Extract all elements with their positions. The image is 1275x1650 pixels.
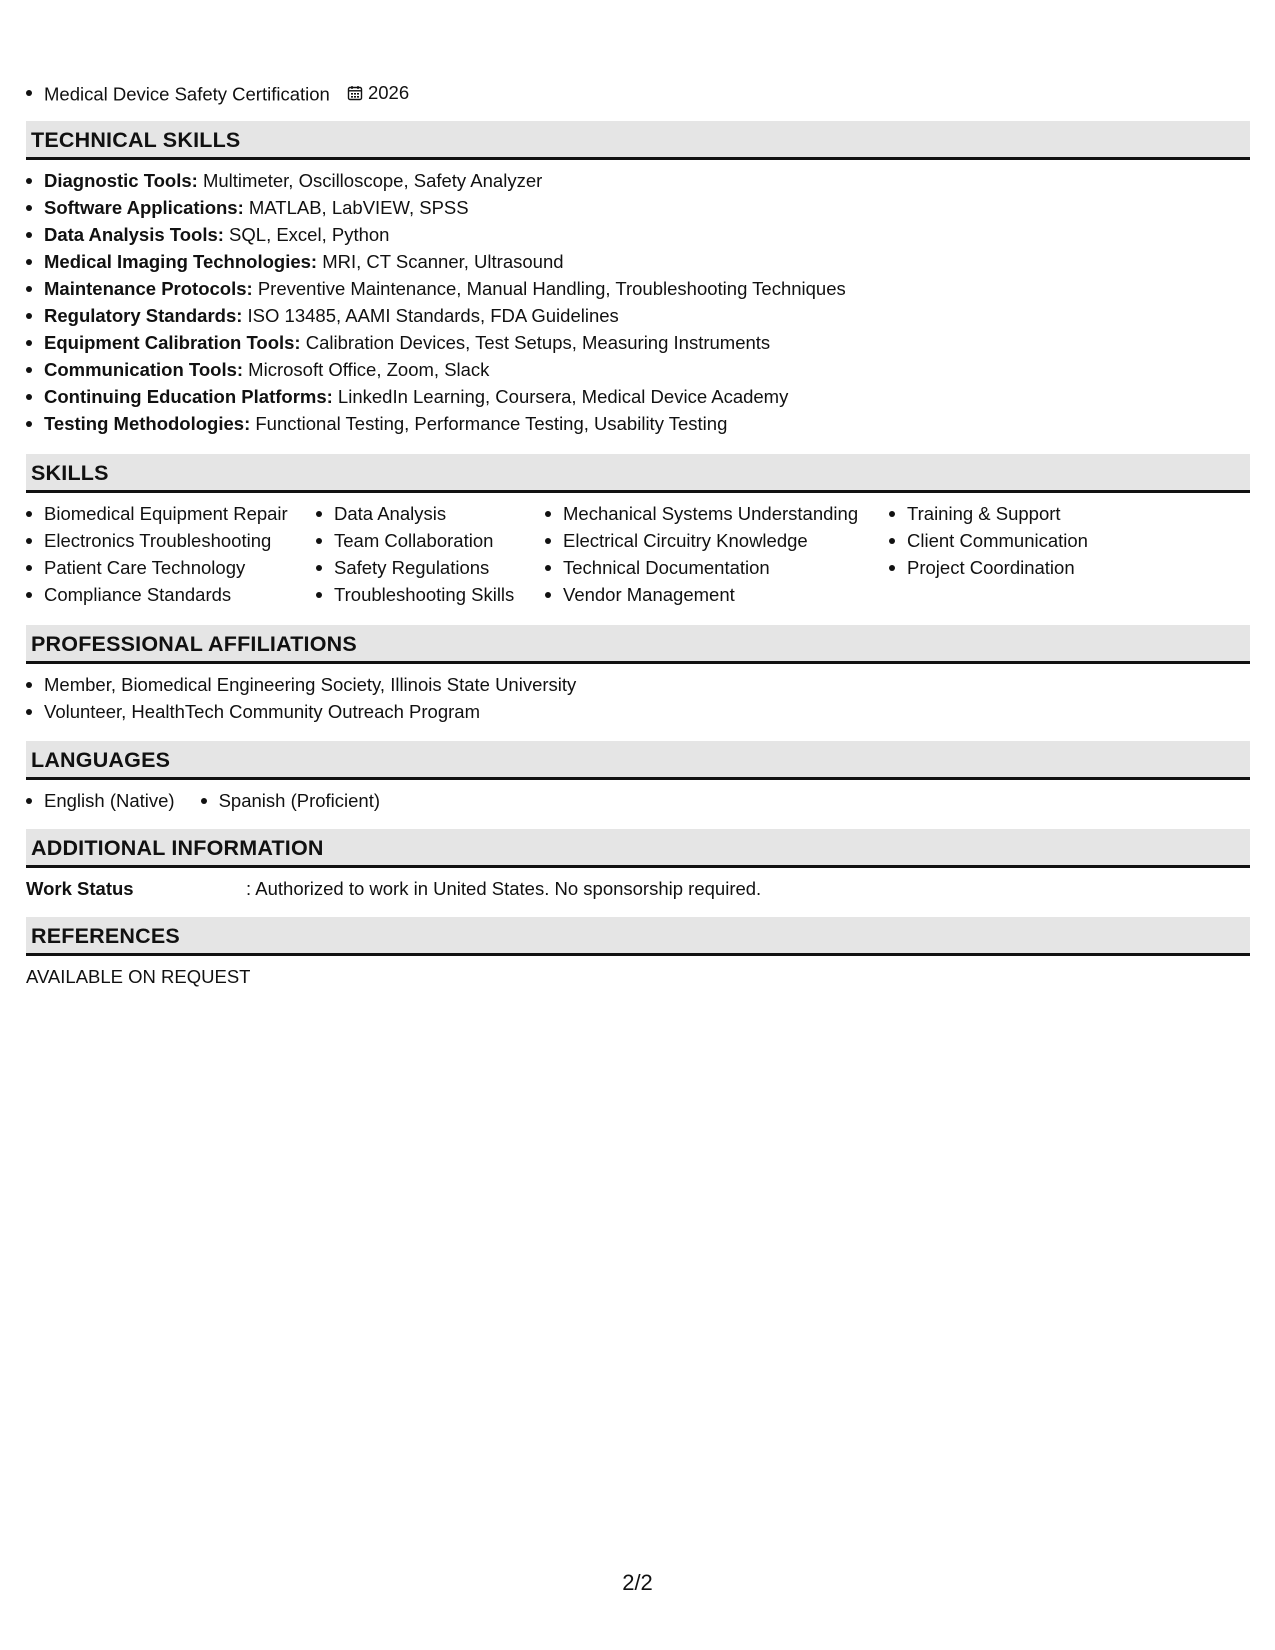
affiliations-title: PROFESSIONAL AFFILIATIONS: [31, 632, 357, 656]
skill-item: Vendor Management: [545, 581, 889, 608]
languages-title: LANGUAGES: [31, 748, 171, 772]
technical-skill-label: Equipment Calibration Tools:: [44, 332, 301, 353]
technical-skill-value: Functional Testing, Performance Testing, Usability Testing: [250, 413, 728, 434]
skill-item: Client Communication: [889, 527, 1149, 554]
technical-skills-list: [26, 167, 846, 437]
skill-item: Training & Support: [889, 500, 1149, 527]
skill-item: Electrical Circuitry Knowledge: [545, 527, 889, 554]
technical-skill-label: Regulatory Standards:: [44, 305, 243, 326]
skill-item: Biomedical Equipment Repair: [26, 500, 316, 527]
additional-info-title: ADDITIONAL INFORMATION: [31, 836, 324, 860]
certification-year-wrap: [347, 79, 409, 106]
skills-title: SKILLS: [31, 461, 109, 485]
technical-skill-item: [26, 356, 846, 383]
technical-skill-item: [26, 248, 846, 275]
technical-skill-item: [26, 329, 846, 356]
technical-skill-value: Microsoft Office, Zoom, Slack: [243, 359, 490, 380]
technical-skill-label: Communication Tools:: [44, 359, 244, 380]
skills-column: [316, 500, 545, 608]
technical-skill-item: [26, 383, 846, 410]
language-item: English (Native): [26, 787, 175, 814]
languages-heading: [26, 741, 1250, 780]
technical-skill-label: Diagnostic Tools:: [44, 170, 198, 191]
certification-item: [26, 79, 409, 108]
skill-item: Troubleshooting Skills: [316, 581, 545, 608]
technical-skill-item: [26, 302, 846, 329]
skill-item: Technical Documentation: [545, 554, 889, 581]
skill-item: Mechanical Systems Understanding: [545, 500, 889, 527]
technical-skill-value: SQL, Excel, Python: [223, 224, 390, 245]
certification-year: 2026: [367, 82, 410, 103]
languages-list: [26, 787, 406, 814]
references-heading: [26, 917, 1250, 956]
skill-item: Project Coordination: [889, 554, 1149, 581]
work-status-label: Work Status: [26, 878, 134, 899]
affiliation-item: Volunteer, HealthTech Community Outreach Program: [26, 698, 576, 725]
language-item: Spanish (Proficient): [201, 787, 380, 814]
skill-item: Compliance Standards: [26, 581, 316, 608]
affiliations-heading: [26, 625, 1250, 664]
skills-column: [26, 500, 316, 608]
technical-skill-label: Software Applications:: [44, 197, 244, 218]
technical-skill-label: Maintenance Protocols:: [44, 278, 253, 299]
technical-skills-heading: [26, 121, 1250, 160]
skill-item: Electronics Troubleshooting: [26, 527, 316, 554]
skills-grid: [26, 500, 1149, 608]
skill-item: Team Collaboration: [316, 527, 545, 554]
technical-skill-item: [26, 194, 846, 221]
technical-skill-value: ISO 13485, AAMI Standards, FDA Guidelines: [242, 305, 619, 326]
work-status-row: [26, 875, 761, 902]
affiliation-item: Member, Biomedical Engineering Society, Illinois State University: [26, 671, 576, 698]
certification-list: [26, 79, 409, 108]
page-number: 2/2: [622, 1570, 653, 1595]
references-text: AVAILABLE ON REQUEST: [26, 966, 251, 987]
technical-skill-item: [26, 410, 846, 437]
technical-skill-item: [26, 167, 846, 194]
technical-skill-value: MRI, CT Scanner, Ultrasound: [317, 251, 564, 272]
skills-heading: [26, 454, 1250, 493]
skill-item: Data Analysis: [316, 500, 545, 527]
technical-skill-value: MATLAB, LabVIEW, SPSS: [243, 197, 469, 218]
references-title: REFERENCES: [31, 924, 180, 948]
work-status-value: : Authorized to work in United States. No sponsorship required.: [246, 878, 762, 899]
technical-skill-label: Medical Imaging Technologies:: [44, 251, 318, 272]
technical-skill-value: Calibration Devices, Test Setups, Measuring Instruments: [300, 332, 771, 353]
skills-column: [545, 500, 889, 608]
technical-skill-value: Preventive Maintenance, Manual Handling, Troubleshooting Techniques: [252, 278, 846, 299]
certification-name: Medical Device Safety Certification: [44, 83, 330, 105]
skill-item: Safety Regulations: [316, 554, 545, 581]
skills-column: [889, 500, 1149, 608]
affiliations-list: [26, 671, 576, 725]
technical-skill-value: LinkedIn Learning, Coursera, Medical Device Academy: [332, 386, 789, 407]
skill-item: Patient Care Technology: [26, 554, 316, 581]
technical-skill-label: Data Analysis Tools:: [44, 224, 224, 245]
technical-skill-item: [26, 221, 846, 248]
technical-skill-label: Continuing Education Platforms:: [44, 386, 333, 407]
calendar-icon: [347, 85, 363, 101]
technical-skill-item: [26, 275, 846, 302]
technical-skill-label: Testing Methodologies:: [44, 413, 251, 434]
technical-skills-title: TECHNICAL SKILLS: [31, 128, 241, 152]
additional-info-heading: [26, 829, 1250, 868]
technical-skill-value: Multimeter, Oscilloscope, Safety Analyzer: [197, 170, 543, 191]
